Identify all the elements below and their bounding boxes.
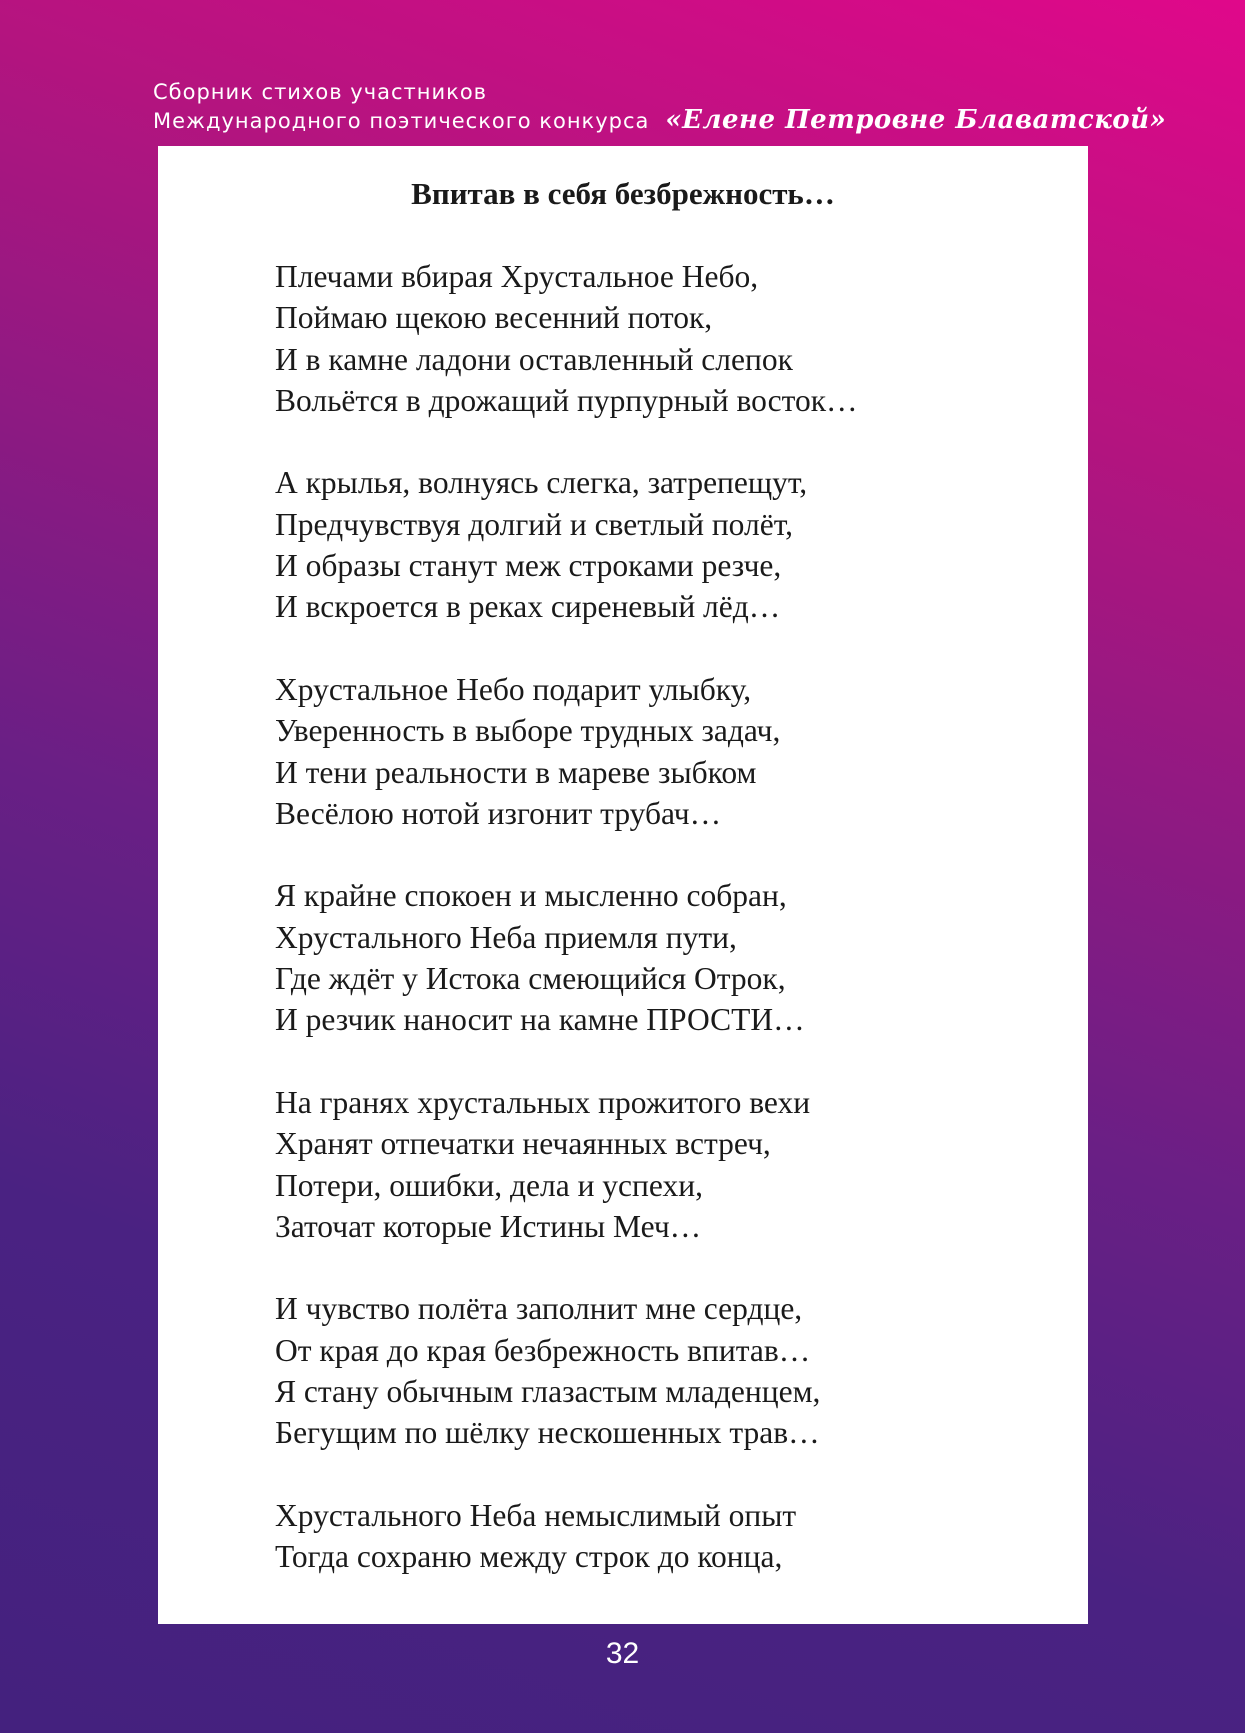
poem-line: Я крайне спокоен и мысленно собран, xyxy=(275,878,787,914)
page-number: 32 xyxy=(605,1637,640,1670)
poem-line: И тени реальности в мареве зыбком xyxy=(275,754,757,790)
poem-stanza xyxy=(275,462,1075,627)
page-header xyxy=(153,78,1167,135)
poem-line: Бегущим по шёлку нескошенных трав… xyxy=(275,1415,820,1451)
header-contest-label: Международного поэтического конкурса xyxy=(153,109,650,133)
poem-line: И вскроется в реках сиреневый лёд… xyxy=(275,589,781,625)
poem-line: На гранях хрустальных прожитого вехи xyxy=(275,1084,811,1120)
poem-line: Я стану обычным глазастым младенцем, xyxy=(275,1374,821,1410)
header-collection-title: Сборник стихов участников xyxy=(153,80,488,104)
poem-line: А крылья, волнуясь слегка, затрепещут, xyxy=(275,465,808,501)
header-contest-name: «Елене Петровне Блаватской» xyxy=(665,105,1167,135)
poem-line: И чувство полёта заполнит мне сердце, xyxy=(275,1291,803,1327)
poem-line: Хрустального Неба немыслимый опыт xyxy=(275,1497,797,1533)
poem-stanza xyxy=(275,1495,1075,1578)
poem-line: Тогда сохраню между строк до конца, xyxy=(275,1539,783,1575)
poem-stanza xyxy=(275,256,1075,421)
header-contest-line xyxy=(153,105,1167,135)
poem-line: Хрустального Неба приемля пути, xyxy=(275,919,737,955)
poem-sheet xyxy=(158,146,1088,1624)
poem-line: От края до края безбрежность впитав… xyxy=(275,1332,811,1368)
poem-line: Уверенность в выборе трудных задач, xyxy=(275,713,781,749)
poem-line: И в камне ладони оставленный слепок xyxy=(275,341,793,377)
poem-stanza xyxy=(275,669,1075,834)
poem-stanza xyxy=(275,875,1075,1040)
poem-title: Впитав в себя безбрежность… xyxy=(411,176,835,211)
poem-line: Хрустальное Небо подарит улыбку, xyxy=(275,671,752,707)
poem-line: Вольётся в дрожащий пурпурный восток… xyxy=(275,382,858,418)
poem-line: Предчувствуя долгий и светлый полёт, xyxy=(275,506,793,542)
poem-line: Поймаю щекою весенний поток, xyxy=(275,300,713,336)
poem-stanza xyxy=(275,1288,1075,1453)
poem-line: Потери, ошибки, дела и успехи, xyxy=(275,1167,703,1203)
poem-line: Хранят отпечатки нечаянных встреч, xyxy=(275,1126,771,1162)
poem-line: И образы станут меж строками резче, xyxy=(275,548,782,584)
poem-line: Где ждёт у Истока смеющийся Отрок, xyxy=(275,961,786,997)
poem-stanza xyxy=(275,1082,1075,1247)
poem-line: Заточат которые Истины Меч… xyxy=(275,1208,702,1244)
poem-line: Плечами вбирая Хрустальное Небо, xyxy=(275,259,759,294)
poem-body xyxy=(275,256,1075,1619)
poem-line: И резчик наносит на камне ПРОСТИ… xyxy=(275,1002,805,1038)
poem-line: Весёлою нотой изгонит трубач… xyxy=(275,795,722,831)
